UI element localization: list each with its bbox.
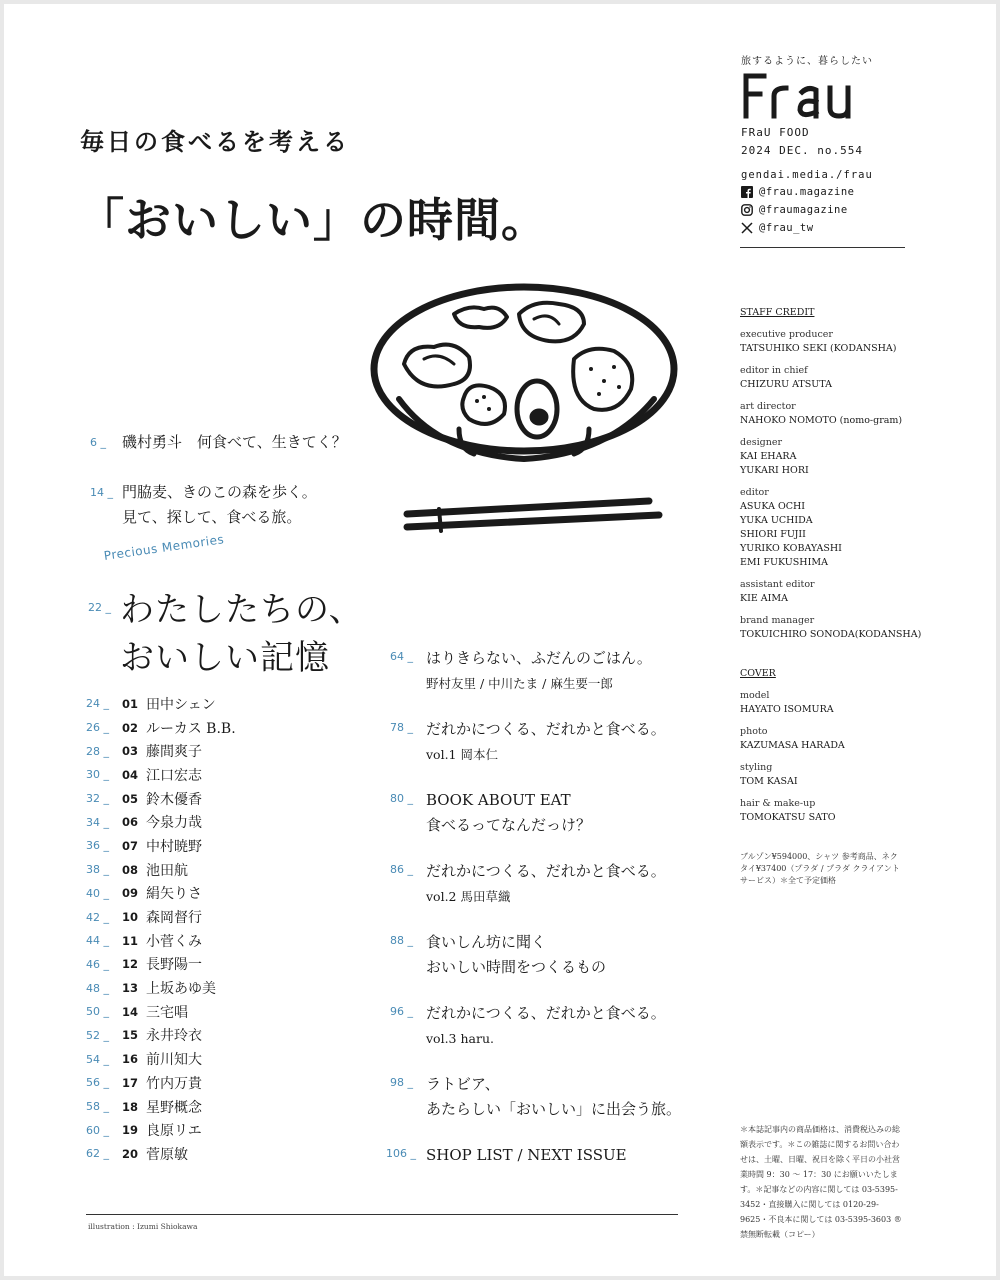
cover-note: ブルゾン¥594000、シャツ 参考商品、ネクタイ¥37400（プラダ / プラダ クライアントサービス）＊全て予定価格 bbox=[740, 852, 900, 885]
credit-name: EMI FUKUSHIMA bbox=[740, 557, 828, 568]
list-item-name: 中村暁野 bbox=[146, 838, 202, 855]
list-item-name: 竹内万貴 bbox=[146, 1075, 202, 1092]
list-item-number: 16 bbox=[122, 1052, 139, 1067]
toc-subtitle: vol.1 岡本仁 bbox=[426, 747, 498, 762]
list-item-page: 24 _ bbox=[86, 697, 109, 711]
feature-title[interactable] bbox=[120, 586, 364, 682]
toc-title-line: 食べるってなんだっけ？ bbox=[426, 816, 592, 834]
toc-item[interactable] bbox=[90, 430, 347, 455]
page-title: 「おいしい」の時間。 bbox=[78, 193, 548, 247]
toc-title-line: 門脇麦、きのこの森を歩く。 bbox=[122, 483, 317, 501]
list-item-number: 18 bbox=[122, 1099, 139, 1114]
list-item-name: 菅原敏 bbox=[146, 1146, 188, 1163]
toc-page-number: 80 _ bbox=[390, 792, 413, 805]
list-item[interactable] bbox=[86, 1071, 236, 1095]
footer-divider bbox=[86, 1214, 678, 1215]
list-item-page: 34 _ bbox=[86, 815, 109, 829]
list-item-page: 56 _ bbox=[86, 1076, 109, 1090]
credit-role: designer bbox=[740, 437, 782, 448]
feature-kicker: Precious Memories bbox=[103, 532, 225, 563]
toc-page-number: 64 _ bbox=[390, 650, 413, 663]
credit-name: KIE AIMA bbox=[740, 593, 789, 604]
list-item[interactable] bbox=[86, 1047, 236, 1071]
toc-item[interactable] bbox=[390, 717, 666, 767]
toc-title-line: 食いしん坊に聞く bbox=[426, 933, 547, 951]
list-item-number: 11 bbox=[122, 933, 139, 948]
list-item-page: 44 _ bbox=[86, 934, 109, 948]
list-item-number: 05 bbox=[122, 791, 139, 806]
credit-role: brand manager bbox=[740, 615, 815, 626]
list-item-page: 52 _ bbox=[86, 1028, 109, 1042]
credit-name: CHIZURU ATSUTA bbox=[740, 379, 832, 390]
list-item-name: 池田航 bbox=[146, 862, 188, 879]
credit-name: NAHOKO NOMOTO (nomo-gram) bbox=[740, 415, 903, 426]
cover-credit-heading: COVER bbox=[740, 668, 776, 679]
toc-title bbox=[426, 930, 606, 980]
list-item-number: 20 bbox=[122, 1146, 139, 1161]
toc-title bbox=[426, 1072, 681, 1122]
list-item-number: 15 bbox=[122, 1028, 139, 1043]
toc-item[interactable] bbox=[390, 859, 666, 909]
toc-title bbox=[426, 646, 652, 696]
toc-page-number: 86 _ bbox=[390, 863, 413, 876]
list-item[interactable] bbox=[86, 787, 236, 811]
frau-logo bbox=[740, 70, 865, 120]
list-item-page: 58 _ bbox=[86, 1100, 109, 1114]
list-item-page: 54 _ bbox=[86, 1052, 109, 1066]
list-item-number: 07 bbox=[122, 838, 139, 853]
credit-name: TOM KASAI bbox=[740, 776, 798, 787]
toc-item[interactable] bbox=[386, 1143, 627, 1168]
list-item[interactable] bbox=[86, 692, 236, 716]
toc-title-line: はりきらない、ふだんのごはん。 bbox=[426, 649, 652, 667]
bowl-illustration bbox=[359, 269, 689, 539]
list-item-name: 星野概念 bbox=[146, 1099, 202, 1116]
cover-credit bbox=[740, 667, 845, 825]
toc-item[interactable] bbox=[390, 1072, 681, 1122]
toc-page-number: 6 _ bbox=[90, 436, 106, 449]
list-item-page: 30 _ bbox=[86, 768, 109, 782]
credit-name: TOMOKATSU SATO bbox=[740, 812, 836, 823]
list-item-number: 02 bbox=[122, 720, 139, 735]
credit-role: styling bbox=[740, 762, 773, 773]
list-item-name: 藤間爽子 bbox=[146, 744, 202, 761]
credit-role: executive producer bbox=[740, 329, 833, 340]
list-item-number: 03 bbox=[122, 744, 139, 759]
credit-role: assistant editor bbox=[740, 579, 815, 590]
credit-name: HAYATO ISOMURA bbox=[740, 704, 834, 715]
list-item[interactable] bbox=[86, 953, 236, 977]
masthead-divider bbox=[740, 247, 905, 248]
staff-credit-heading: STAFF CREDIT bbox=[740, 307, 815, 318]
list-item-page: 62 _ bbox=[86, 1147, 109, 1161]
list-item-name: 今泉力哉 bbox=[146, 815, 202, 832]
toc-title bbox=[426, 717, 666, 767]
credit-name: ASUKA OCHI bbox=[740, 501, 806, 512]
list-item-page: 48 _ bbox=[86, 981, 109, 995]
facebook-label: @frau.magazine bbox=[759, 186, 855, 198]
toc-title-line: だれかにつくる、だれかと食べる。 bbox=[426, 720, 666, 738]
list-item-name: 江口宏志 bbox=[146, 767, 202, 784]
list-item[interactable] bbox=[86, 739, 236, 763]
list-item-page: 32 _ bbox=[86, 792, 109, 806]
list-item-page: 40 _ bbox=[86, 886, 109, 900]
list-item-number: 04 bbox=[122, 767, 139, 782]
list-item-name: 森岡督行 bbox=[146, 910, 202, 927]
list-item[interactable] bbox=[86, 716, 236, 740]
list-item-number: 01 bbox=[122, 696, 139, 711]
toc-item[interactable] bbox=[390, 1001, 666, 1051]
list-item[interactable] bbox=[86, 882, 236, 906]
toc-title-line: あたらしい「おいしい」に出会う旅。 bbox=[426, 1100, 682, 1118]
list-item[interactable] bbox=[86, 1000, 236, 1024]
list-item-number: 17 bbox=[122, 1075, 139, 1090]
magazine-contents-page bbox=[4, 4, 996, 1276]
toc-page-number: 96 _ bbox=[390, 1005, 413, 1018]
credit-name: TOKUICHIRO SONODA(KODANSHA) bbox=[740, 629, 922, 640]
toc-page-number: 14 _ bbox=[90, 486, 113, 499]
instagram-label: @fraumagazine bbox=[759, 204, 848, 216]
x-icon bbox=[741, 222, 753, 234]
credit-name: TATSUHIKO SEKI (KODANSHA) bbox=[740, 343, 897, 354]
list-item-page: 38 _ bbox=[86, 863, 109, 877]
toc-title-line: ラトビア、 bbox=[426, 1075, 500, 1093]
credit-name: YUKA UCHIDA bbox=[740, 515, 813, 526]
toc-title bbox=[426, 859, 666, 909]
list-item[interactable] bbox=[86, 1024, 236, 1048]
list-item-name: 小菅くみ bbox=[146, 933, 202, 950]
credit-name: KAI EHARA bbox=[740, 451, 797, 462]
list-item-number: 19 bbox=[122, 1123, 139, 1138]
credit-name: SHIORI FUJII bbox=[740, 529, 806, 540]
credit-role: editor bbox=[740, 487, 769, 498]
feature-title-line: わたしたちの、 bbox=[120, 590, 364, 630]
list-item-page: 50 _ bbox=[86, 1005, 109, 1019]
toc-title-line: BOOK ABOUT EAT bbox=[426, 791, 571, 809]
toc-title bbox=[426, 788, 591, 838]
toc-page-number: 78 _ bbox=[390, 721, 413, 734]
page-subtitle: 毎日の食べるを考える bbox=[80, 128, 350, 156]
list-item[interactable] bbox=[86, 810, 236, 834]
credit-name: YUKARI HORI bbox=[740, 465, 809, 476]
list-item-number: 12 bbox=[122, 957, 139, 972]
issue-date: 2024 DEC. no.554 bbox=[741, 144, 863, 157]
list-item-name: 絹矢りさ bbox=[146, 886, 202, 903]
instagram-icon bbox=[741, 204, 753, 216]
list-item[interactable] bbox=[86, 763, 236, 787]
toc-page-number: 88 _ bbox=[390, 934, 413, 947]
memory-list bbox=[86, 692, 236, 1166]
toc-item[interactable] bbox=[390, 930, 606, 980]
list-item-number: 09 bbox=[122, 886, 139, 901]
list-item-number: 14 bbox=[122, 1004, 139, 1019]
credit-role: model bbox=[740, 690, 770, 701]
toc-title: 磯村勇斗 何食べて、生きてく？ bbox=[122, 433, 347, 451]
feature-page-number: 22 _ bbox=[88, 601, 111, 614]
list-item-name: 田中シェン bbox=[146, 696, 216, 713]
illustration-credit: illustration : Izumi Shiokawa bbox=[88, 1222, 198, 1231]
x-handle[interactable] bbox=[741, 222, 814, 234]
list-item-name: ルーカス B.B. bbox=[146, 720, 236, 737]
list-item[interactable] bbox=[86, 1118, 236, 1142]
masthead-tagline: 旅するように、暮らしたい bbox=[741, 56, 873, 67]
list-item[interactable] bbox=[86, 1095, 236, 1119]
x-label: @frau_tw bbox=[759, 222, 814, 234]
toc-title bbox=[426, 1001, 666, 1051]
list-item-name: 永井玲衣 bbox=[146, 1028, 202, 1045]
feature-title-line: おいしい記憶 bbox=[120, 638, 330, 678]
list-item-page: 36 _ bbox=[86, 839, 109, 853]
facebook-handle[interactable] bbox=[741, 186, 855, 198]
list-item-page: 28 _ bbox=[86, 744, 109, 758]
list-item-name: 良原リエ bbox=[146, 1123, 202, 1140]
toc-title: SHOP LIST / NEXT ISSUE bbox=[426, 1146, 627, 1164]
instagram-handle[interactable] bbox=[741, 204, 848, 216]
toc-subtitle: vol.3 haru. bbox=[426, 1031, 494, 1046]
toc-title-line: 見て、探して、食べる旅。 bbox=[122, 508, 302, 526]
toc-subtitle: vol.2 馬田草織 bbox=[426, 889, 511, 904]
list-item-number: 10 bbox=[122, 910, 139, 925]
list-item-number: 08 bbox=[122, 862, 139, 877]
list-item[interactable] bbox=[86, 858, 236, 882]
list-item-page: 60 _ bbox=[86, 1123, 109, 1137]
credit-role: photo bbox=[740, 726, 768, 737]
toc-item[interactable] bbox=[90, 480, 317, 530]
credit-role: art director bbox=[740, 401, 796, 412]
toc-title-line: だれかにつくる、だれかと食べる。 bbox=[426, 1004, 666, 1022]
toc-item[interactable] bbox=[390, 646, 652, 696]
facebook-icon bbox=[741, 186, 753, 198]
credit-name: KAZUMASA HARADA bbox=[740, 740, 845, 751]
toc-title bbox=[122, 480, 317, 530]
issue-name: FRaU FOOD bbox=[741, 126, 810, 139]
toc-subtitle: 野村友里 / 中川たま / 麻生要一郎 bbox=[426, 676, 613, 691]
legal-note: ＊本誌記事内の商品価格は、消費税込みの総額表示です。＊この雑誌に関するお問い合わせは、土曜、日曜、祝日を除く平日の小社営業時間 9：30 〜 17：30 にお願いいたします。＊記事などの内容に関しては 03-5395-3452・直接購入に関しては 0120-29-9625・不良本に関しては 03-5395-3603 ®禁無断転載（コピー） bbox=[740, 1125, 902, 1239]
toc-title-line: おいしい時間をつくるもの bbox=[426, 958, 607, 976]
list-item[interactable] bbox=[86, 929, 236, 953]
credit-role: editor in chief bbox=[740, 365, 808, 376]
list-item[interactable] bbox=[86, 905, 236, 929]
list-item-number: 13 bbox=[122, 981, 139, 996]
list-item[interactable] bbox=[86, 976, 236, 1000]
list-item[interactable] bbox=[86, 1142, 236, 1166]
toc-title-line: だれかにつくる、だれかと食べる。 bbox=[426, 862, 666, 880]
toc-page-number: 106 _ bbox=[386, 1147, 416, 1160]
list-item-name: 鈴木優香 bbox=[146, 791, 202, 808]
list-item-page: 42 _ bbox=[86, 910, 109, 924]
list-item-name: 前川知大 bbox=[146, 1052, 202, 1069]
list-item-name: 上坂あゆ美 bbox=[146, 981, 216, 998]
list-item-number: 06 bbox=[122, 815, 139, 830]
credit-name: YURIKO KOBAYASHI bbox=[740, 543, 842, 554]
website-url[interactable]: gendai.media./frau bbox=[741, 169, 873, 181]
list-item-page: 46 _ bbox=[86, 957, 109, 971]
toc-page-number: 98 _ bbox=[390, 1076, 413, 1089]
list-item-name: 長野陽一 bbox=[146, 957, 202, 974]
staff-credit bbox=[740, 306, 921, 642]
list-item-page: 26 _ bbox=[86, 721, 109, 735]
list-item-name: 三宅唱 bbox=[146, 1004, 188, 1021]
credit-role: hair & make-up bbox=[740, 798, 816, 809]
list-item[interactable] bbox=[86, 834, 236, 858]
toc-item[interactable] bbox=[390, 788, 591, 838]
